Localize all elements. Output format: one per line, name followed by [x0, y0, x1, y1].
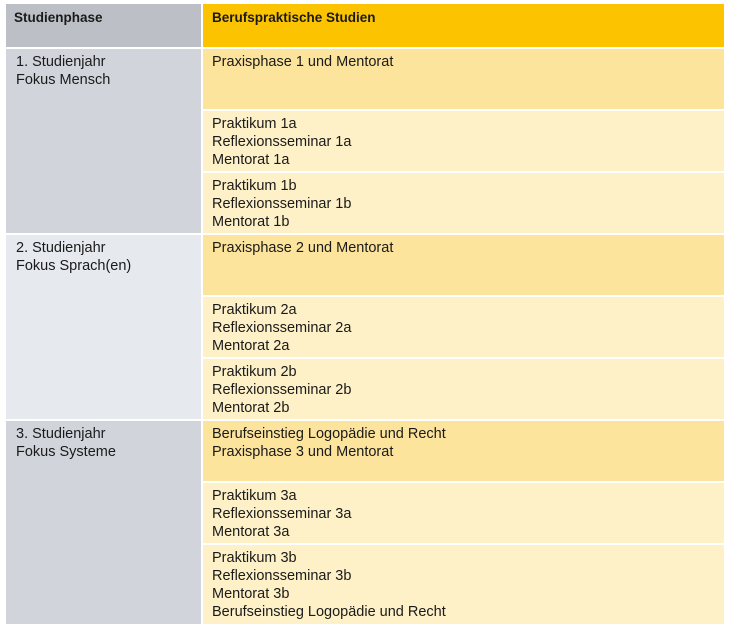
cell-line: Reflexionsseminar 2b	[212, 382, 352, 398]
cell-line: Mentorat 3a	[212, 524, 290, 540]
cell-line: Reflexionsseminar 2a	[212, 320, 352, 336]
cell-line: Reflexionsseminar 1b	[212, 196, 352, 212]
praxisphase-cell-2	[203, 235, 724, 295]
phase-3-year: 3. Studienjahr	[16, 426, 106, 442]
phase-2-focus: Fokus Sprach(en)	[16, 258, 132, 274]
cell-line: Reflexionsseminar 1a	[212, 134, 352, 150]
cell-line: Praktikum 1b	[212, 178, 297, 194]
cell-line: Mentorat 3b	[212, 586, 290, 602]
cell-line: Reflexionsseminar 3a	[212, 506, 352, 522]
praktikum-cell-2b	[203, 359, 724, 419]
phase-2-year: 2. Studienjahr	[16, 240, 106, 256]
cell-line: Praxisphase 1 und Mentorat	[212, 54, 394, 70]
praktikum-cell-3a	[203, 483, 724, 543]
cell-line: Mentorat 1b	[212, 214, 290, 230]
cell-line: Berufseinstieg Logopädie und Recht	[212, 604, 446, 620]
cell-line: Praktikum 3a	[212, 488, 297, 504]
header-studienphase: Studienphase	[6, 4, 201, 47]
cell-line: Praktikum 1a	[212, 116, 297, 132]
phase-1-year: 1. Studienjahr	[16, 54, 106, 70]
header-berufspraktische-studien: Berufspraktische Studien	[203, 4, 724, 47]
praktikum-cell-2a	[203, 297, 724, 357]
phase-cell-2	[6, 235, 201, 419]
cell-line: Mentorat 2b	[212, 400, 290, 416]
praktikum-cell-1a	[203, 111, 724, 171]
phase-cell-3	[6, 421, 201, 624]
phase-cell-1	[6, 49, 201, 233]
cell-line: Praktikum 3b	[212, 550, 297, 566]
cell-line: Praktikum 2a	[212, 302, 297, 318]
cell-line: Reflexionsseminar 3b	[212, 568, 352, 584]
praktikum-cell-1b	[203, 173, 724, 233]
cell-line: Mentorat 2a	[212, 338, 290, 354]
cell-line: Praktikum 2b	[212, 364, 297, 380]
cell-line: Berufseinstieg Logopädie und Recht	[212, 426, 446, 442]
phase-1-focus: Fokus Mensch	[16, 72, 111, 88]
praxisphase-cell-1	[203, 49, 724, 109]
praktikum-cell-3b	[203, 545, 724, 624]
praxisphase-cell-3	[203, 421, 724, 481]
cell-line: Mentorat 1a	[212, 152, 290, 168]
cell-line: Praxisphase 2 und Mentorat	[212, 240, 394, 256]
cell-line: Praxisphase 3 und Mentorat	[212, 444, 394, 460]
phase-3-focus: Fokus Systeme	[16, 444, 116, 460]
